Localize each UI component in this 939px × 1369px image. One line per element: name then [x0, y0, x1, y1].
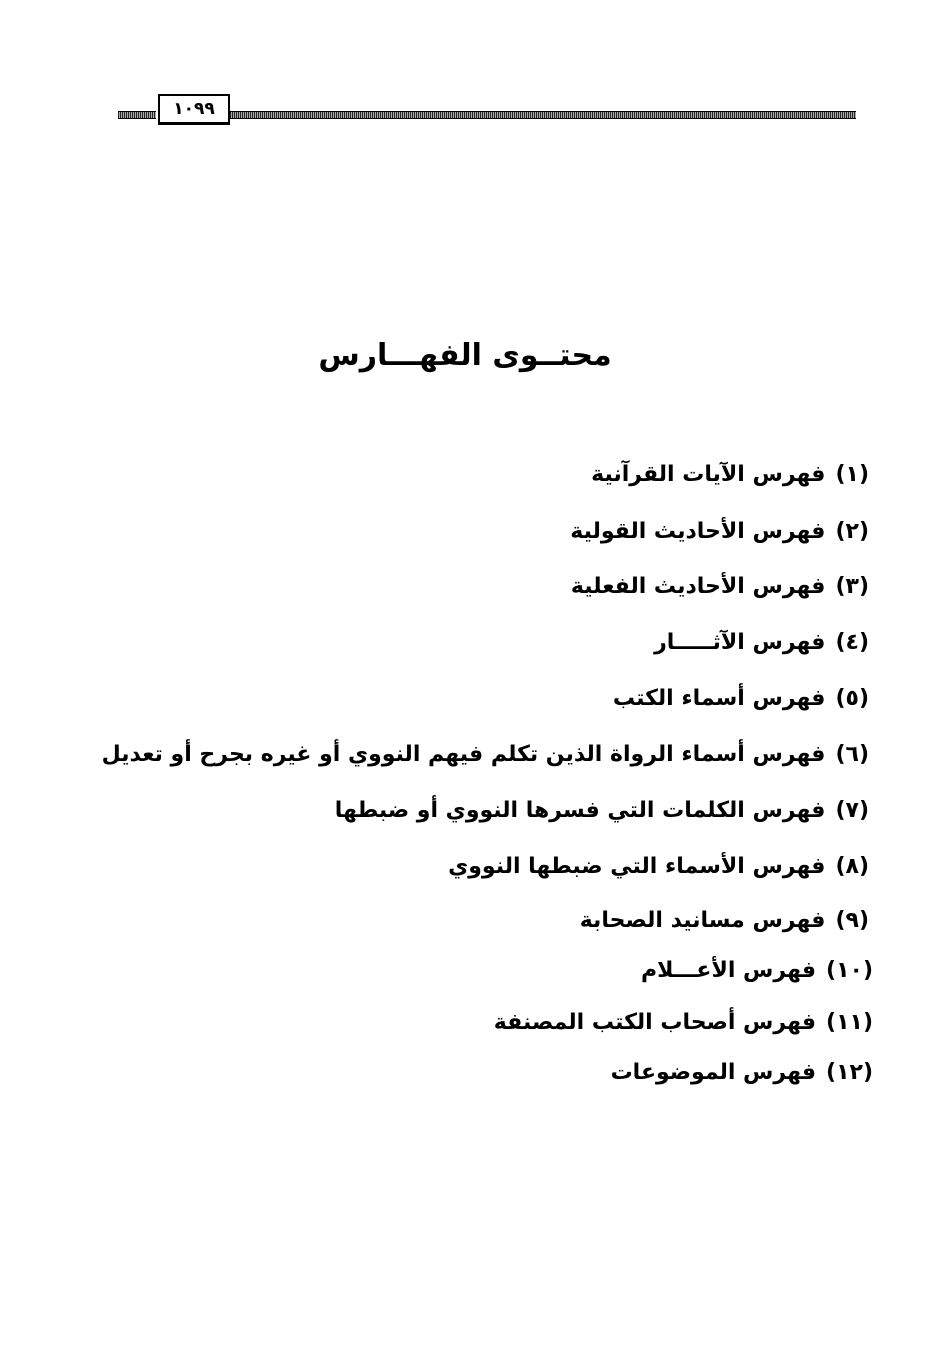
entry-label: فهرس أسماء الرواة الذين تكلم فيهم النووي أو غيره بجرح أو تعديل	[101, 742, 826, 767]
entry-label: فهرس الأحاديث القولية	[570, 519, 826, 544]
index-entry-8	[448, 854, 869, 879]
page-number: ١٠٩٩	[158, 94, 230, 125]
entry-number: (١٠)	[826, 958, 873, 983]
page-title: محتــوى الفهـــارس	[318, 338, 612, 373]
entry-label: فهرس الأحاديث الفعلية	[570, 574, 826, 599]
entry-number: (٤)	[835, 630, 869, 655]
page-header	[118, 94, 856, 124]
entry-label: فهرس الأعـــلام	[641, 958, 817, 983]
entry-number: (٥)	[835, 686, 869, 711]
index-entry-1	[591, 462, 869, 487]
index-entry-3	[571, 574, 869, 599]
entry-number: (٢)	[835, 519, 869, 544]
entry-number: (٣)	[835, 574, 869, 599]
entry-label: فهرس الموضوعات	[610, 1060, 817, 1085]
index-entry-11	[494, 1010, 873, 1035]
index-entry-7	[335, 798, 869, 823]
index-entry-10	[641, 958, 873, 983]
entry-label: فهرس الآيات القرآنية	[591, 462, 826, 487]
entry-label: فهرس أصحاب الكتب المصنفة	[493, 1010, 817, 1035]
header-rule-left	[118, 111, 156, 119]
entry-number: (١)	[835, 462, 869, 487]
entry-label: فهرس أسماء الكتب	[612, 686, 826, 711]
entry-number: (٦)	[835, 742, 869, 767]
entry-label: فهرس الكلمات التي فسرها النووي أو ضبطها	[334, 798, 826, 823]
index-entry-6	[102, 742, 869, 767]
entry-number: (٧)	[835, 798, 869, 823]
entry-label: فهرس مسانيد الصحابة	[579, 908, 826, 933]
entry-number: (١٢)	[826, 1060, 873, 1085]
entry-number: (٩)	[835, 908, 869, 933]
entry-label: فهرس الآثـــــار	[654, 630, 826, 655]
index-entry-4	[654, 630, 869, 655]
entry-number: (١١)	[826, 1010, 873, 1035]
entry-number: (٨)	[835, 854, 869, 879]
index-entry-9	[580, 908, 869, 933]
index-entry-12	[611, 1060, 873, 1085]
entry-label: فهرس الأسماء التي ضبطها النووي	[448, 854, 826, 879]
index-entry-2	[570, 519, 869, 544]
header-rule-right	[230, 111, 856, 119]
index-entry-5	[613, 686, 869, 711]
